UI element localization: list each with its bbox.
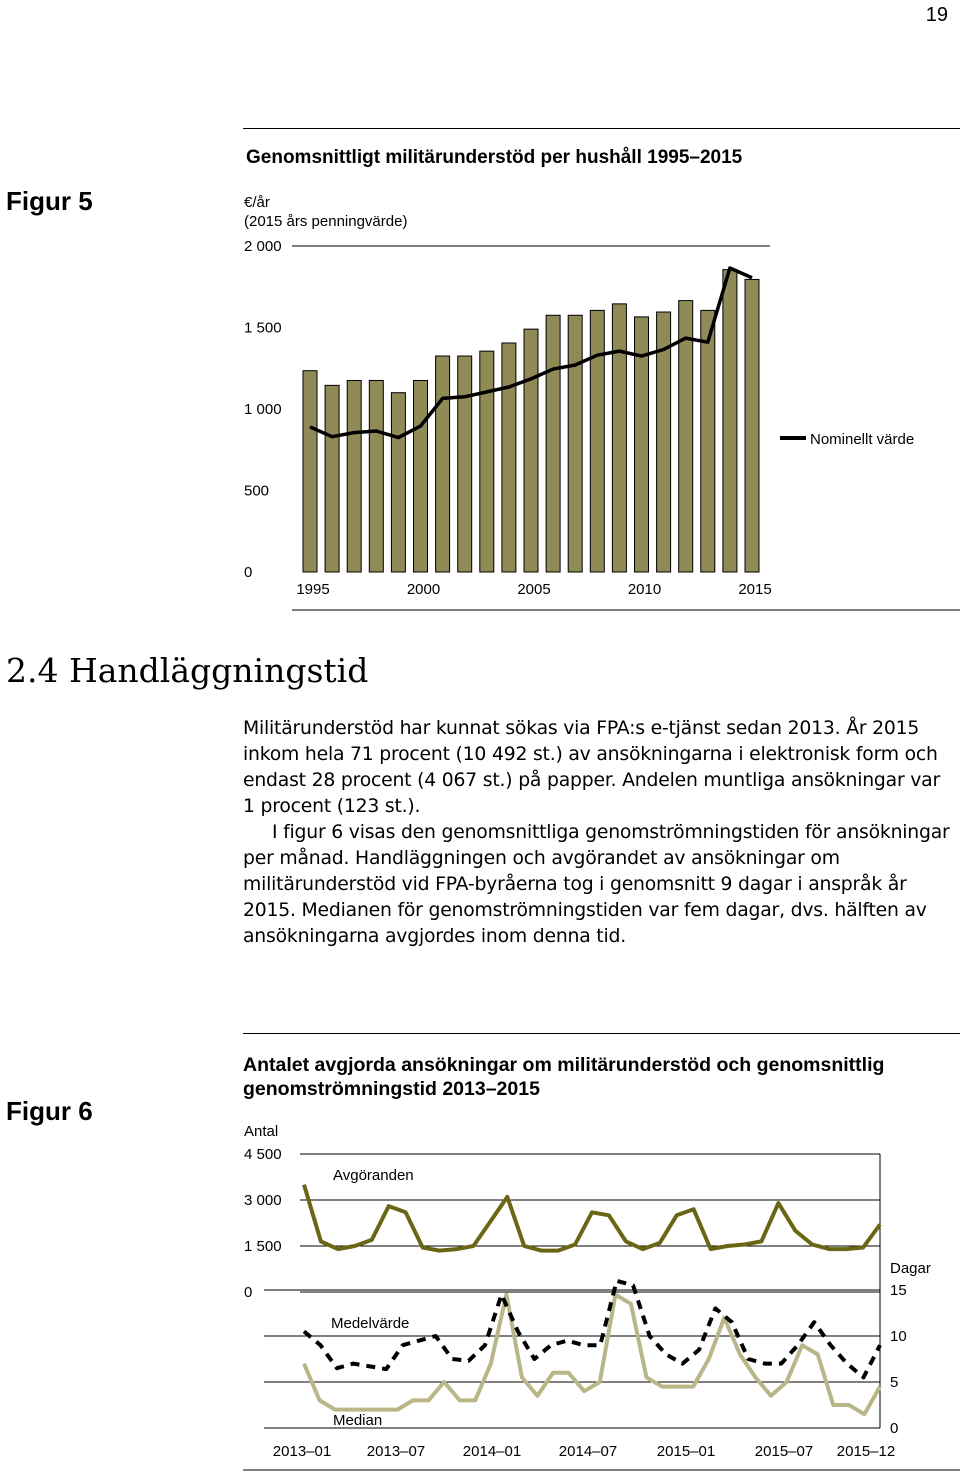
- avgoranden-line: [304, 1185, 880, 1251]
- left-y-tick-label: 0: [244, 1284, 253, 1301]
- bar: [436, 356, 450, 572]
- figure5-chart: [0, 0, 960, 620]
- figure5-label: Figur 5: [6, 186, 93, 216]
- median-line: [304, 1295, 880, 1415]
- bar: [347, 380, 361, 572]
- x-tick-label: 2010: [627, 581, 662, 598]
- right-y-tick-label: 5: [890, 1374, 899, 1391]
- bar: [369, 380, 383, 572]
- page-number: 19: [925, 4, 948, 26]
- bar: [502, 343, 516, 572]
- y-tick-label: 1 000: [244, 401, 282, 418]
- figure6-label-medelvarde: Medelvärde: [331, 1315, 410, 1332]
- figure6-label: Figur 6: [6, 1096, 93, 1126]
- x-tick-label: 2015–07: [754, 1443, 814, 1460]
- bar: [612, 304, 626, 572]
- bar: [303, 371, 317, 572]
- x-tick-label: 2015–12: [836, 1443, 896, 1460]
- section-body: [243, 716, 955, 950]
- bar: [391, 393, 405, 572]
- x-tick-label: 2005: [517, 581, 551, 598]
- x-tick-label: 2014–01: [462, 1443, 522, 1460]
- bar: [480, 351, 494, 572]
- y-tick-label: 1 500: [244, 319, 282, 337]
- right-y-tick-label: 15: [890, 1282, 907, 1299]
- right-y-tick-label: 0: [890, 1420, 899, 1437]
- figure6-chart: [0, 1110, 960, 1480]
- figure6-left-axis-label: Antal: [244, 1123, 279, 1140]
- bar: [546, 315, 560, 572]
- x-tick-label: 2015: [738, 581, 772, 598]
- figure5-y-unit: €/år: [244, 194, 270, 211]
- figure5-title: Genomsnittligt militärunderstöd per hushåll 1995–2015: [246, 147, 743, 168]
- figure6-title: Antalet avgjorda ansökningar om militärunderstöd och genomsnittlig genomströmningstid 2013–2015: [243, 1054, 885, 1100]
- x-tick-label: 1995: [296, 581, 330, 598]
- bar: [723, 270, 737, 572]
- bar: [568, 315, 582, 572]
- y-tick-label: 500: [244, 482, 270, 500]
- section-paragraph-2: I figur 6 visas den genomsnittliga genomströmningstiden för ansökningar per månad. Handläggningen och avgörandet av ansökningar om militärunderstöd vid FPA-byråerna tog i genomsnitt 9 dagar i anspråk år 2015. Medianen för genomströmningstiden var fem dagar, dvs. hälften av ansökningarna avgjordes inom denna tid.: [243, 822, 950, 947]
- bar: [701, 310, 715, 572]
- x-tick-label: 2015–01: [656, 1443, 716, 1460]
- figure6-right-axis-label: Dagar: [890, 1260, 931, 1277]
- left-y-tick-label: 4 500: [244, 1146, 282, 1163]
- section-heading: 2.4 Handläggningstid: [6, 651, 369, 690]
- left-y-tick-label: 1 500: [244, 1238, 282, 1255]
- y-tick-label: 0: [244, 564, 253, 581]
- figure6-label-median: Median: [333, 1412, 383, 1429]
- x-tick-label: 2013–01: [272, 1443, 332, 1460]
- y-tick-label: 2 000: [244, 238, 282, 255]
- figure5-y-unit-note: (2015 års penningvärde): [244, 213, 408, 230]
- right-y-tick-label: 10: [890, 1328, 907, 1345]
- figure6-top-rule: [243, 1033, 960, 1034]
- legend-nominal-label: Nominellt värde: [810, 431, 915, 448]
- left-y-tick-label: 3 000: [244, 1192, 282, 1209]
- x-tick-label: 2000: [406, 581, 441, 598]
- section-paragraph-1: Militärunderstöd har kunnat sökas via FPA:s e-tjänst sedan 2013. År 2015 inkom hela 71 procent (10 492 st.) av ansökningarna i elektronisk form och endast 28 procent (4 067 st.) på papper. Andelen muntliga ansökningar var 1 procent (123 st.).: [243, 718, 940, 817]
- bar: [745, 279, 759, 572]
- bar: [458, 356, 472, 572]
- bar: [590, 310, 604, 572]
- bar: [524, 329, 538, 572]
- x-tick-label: 2013–07: [366, 1443, 426, 1460]
- figure6-label-avgoranden: Avgöranden: [333, 1167, 414, 1184]
- x-tick-label: 2014–07: [558, 1443, 618, 1460]
- bar: [414, 380, 428, 572]
- bar: [325, 385, 339, 572]
